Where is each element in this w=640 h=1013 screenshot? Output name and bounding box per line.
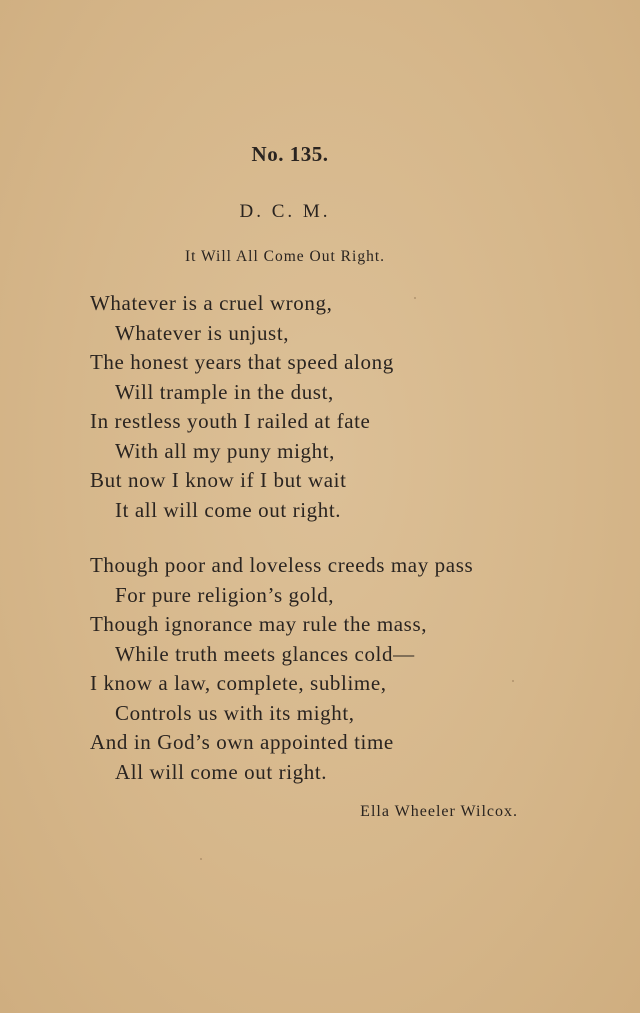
paper-speck [414, 297, 416, 299]
verse-line: It all will come out right. [115, 497, 342, 522]
verse-line: And in God’s own appointed time [90, 730, 394, 754]
verse-line: While truth meets glances cold— [115, 641, 415, 666]
verse-line: But now I know if I but wait [90, 468, 347, 492]
paper-speck [200, 858, 202, 860]
verse-line: In restless youth I railed at fate [90, 409, 371, 433]
hymn-title: It Will All Come Out Right. [184, 248, 386, 265]
verse-line: For pure religion’s gold, [115, 582, 335, 607]
verse-line: Though ignorance may rule the mass, [90, 612, 428, 636]
stanza-2 [90, 551, 610, 787]
stanza-1 [90, 289, 610, 525]
author-attribution: Ella Wheeler Wilcox. [360, 803, 518, 820]
paper-speck [512, 680, 514, 682]
hymn-meter: D. C. M. [239, 201, 331, 222]
verse-line: Controls us with its might, [115, 700, 355, 725]
verse-line: Whatever is unjust, [115, 320, 290, 345]
verse-line: With all my puny might, [115, 438, 336, 463]
verse-line: All will come out right. [115, 759, 328, 784]
verse-line: Will trample in the dust, [115, 379, 334, 404]
verse-line: The honest years that speed along [90, 350, 394, 374]
verse-line: Whatever is a cruel wrong, [90, 291, 333, 315]
verse-line: Though poor and loveless creeds may pass [90, 553, 474, 577]
hymn-number: No. 135. [251, 142, 329, 166]
verse-line: I know a law, complete, sublime, [90, 671, 387, 695]
